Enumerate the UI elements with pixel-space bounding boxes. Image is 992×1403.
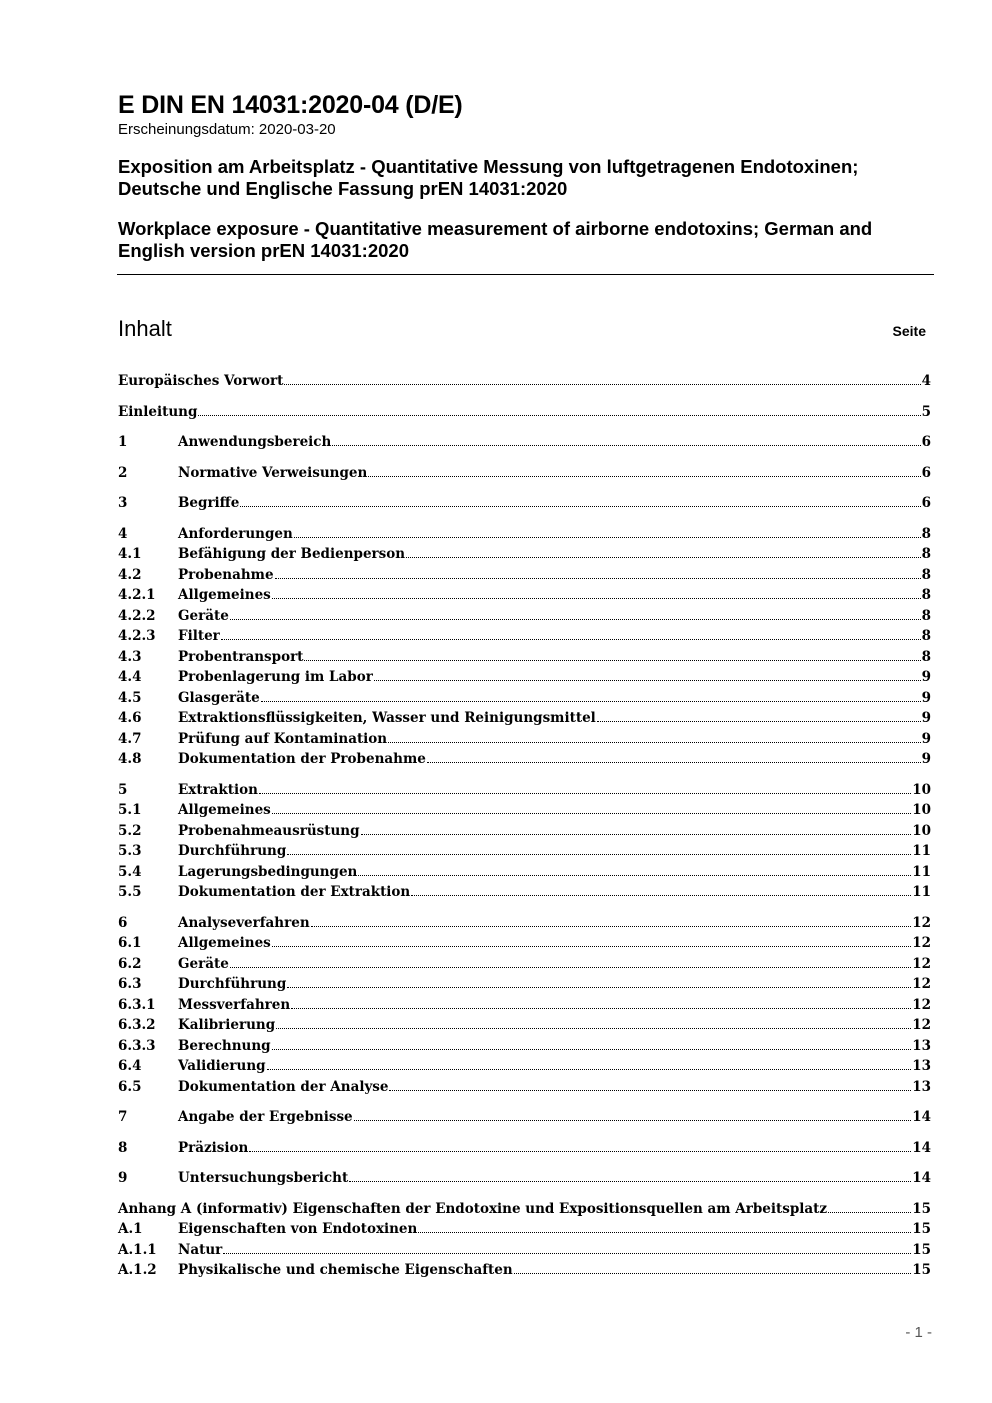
- toc-entry-number: 2: [118, 464, 128, 481]
- toc-entry-page: 10: [912, 781, 931, 798]
- toc-entry-number: 8: [118, 1139, 128, 1156]
- toc-entry-label: Dokumentation der Extraktion: [178, 884, 411, 900]
- toc-entry-number: 5.5: [118, 884, 142, 900]
- toc-entry-label: Eigenschaften von Endotoxinen: [178, 1221, 418, 1237]
- toc-entry[interactable]: [118, 1015, 931, 1036]
- toc-entry-label: Validierung: [178, 1058, 266, 1074]
- toc-leader-dots: [272, 594, 921, 599]
- toc-entry[interactable]: [118, 1168, 931, 1189]
- toc-entry-label: Befähigung der Bedienperson: [178, 546, 406, 562]
- toc-entry-label: Anhang A (informativ) Eigenschaften der Endotoxine und Expositionsquellen am Arbeitsplatz: [118, 1200, 828, 1217]
- toc-entry[interactable]: [118, 1138, 931, 1159]
- toc-entry-number: A.1: [118, 1221, 143, 1237]
- toc-leader-dots: [514, 1269, 912, 1274]
- document-header: [118, 90, 934, 262]
- toc-entry[interactable]: [118, 841, 931, 862]
- toc-entry[interactable]: [118, 933, 931, 954]
- toc-entry[interactable]: [118, 585, 931, 606]
- toc-entry[interactable]: [118, 493, 931, 514]
- toc-entry-number: A.1.1: [118, 1241, 157, 1258]
- toc-entry-label: Filter: [178, 628, 220, 644]
- toc-entry-label: Dokumentation der Probenahme: [178, 751, 426, 767]
- toc-entry-page: 12: [912, 955, 931, 972]
- toc-entry[interactable]: [118, 749, 931, 770]
- toc-title: Inhalt: [118, 316, 172, 341]
- toc-entry-page: 15: [912, 1200, 931, 1217]
- toc-leader-dots: [240, 502, 920, 507]
- toc-entry-page: 8: [921, 566, 931, 583]
- toc-entry-label: Probenahme: [178, 566, 274, 583]
- toc-entry-number: 6.3.2: [118, 1017, 156, 1033]
- toc-entry-label: Angabe der Ergebnisse: [178, 1109, 353, 1125]
- toc-entry-page: 8: [921, 648, 931, 665]
- toc-entry-page: 9: [921, 751, 931, 767]
- toc-leader-dots: [406, 553, 921, 558]
- toc-entry-number: 4.2.1: [118, 587, 156, 603]
- header-divider: [117, 274, 934, 275]
- toc-leader-dots: [261, 697, 921, 702]
- toc-entry-number: 7: [118, 1109, 128, 1125]
- toc-entry[interactable]: [118, 544, 931, 565]
- toc-entry-page: 8: [921, 546, 931, 562]
- toc-leader-dots: [272, 942, 911, 947]
- toc-entry-number: 4.7: [118, 730, 142, 747]
- toc-leader-dots: [828, 1208, 911, 1213]
- toc-entry-page: 13: [912, 1058, 931, 1074]
- toc-entry-page: 6: [921, 495, 931, 511]
- toc-leader-dots: [287, 983, 911, 988]
- toc-entry-number: 5.3: [118, 843, 142, 859]
- toc-leader-dots: [275, 574, 921, 579]
- toc-entry[interactable]: [118, 1199, 931, 1220]
- toc-entry-number: 5.4: [118, 863, 142, 880]
- toc-entry[interactable]: [118, 708, 931, 729]
- toc-entry-label: Allgemeines: [178, 802, 271, 818]
- toc-entry-page: 9: [921, 730, 931, 747]
- toc-entry[interactable]: [118, 1240, 931, 1261]
- toc-entry-label: Durchführung: [178, 843, 287, 859]
- toc-leader-dots: [259, 789, 911, 794]
- toc-entry-page: 6: [921, 434, 931, 450]
- toc-entry[interactable]: [118, 882, 931, 903]
- toc-leader-dots: [223, 1249, 911, 1254]
- toc-leader-dots: [304, 656, 920, 661]
- toc-entry-number: 4.8: [118, 751, 142, 767]
- toc-entry[interactable]: [118, 626, 931, 647]
- toc-entry-label: Allgemeines: [178, 587, 271, 603]
- toc-entry-number: 6: [118, 914, 128, 931]
- toc-entry-label: Einleitung: [118, 403, 198, 420]
- toc-entry-page: 6: [921, 464, 931, 481]
- toc-entry[interactable]: [118, 1107, 931, 1128]
- toc-entry-number: 5.2: [118, 822, 142, 839]
- toc-entry-number: 4: [118, 525, 128, 542]
- toc-entry-number: 4.1: [118, 546, 142, 562]
- toc-leader-dots: [349, 1177, 911, 1182]
- toc-entry-number: 6.2: [118, 955, 142, 972]
- toc-leader-dots: [427, 758, 921, 763]
- toc-entry-label: Lagerungsbedingungen: [178, 863, 358, 880]
- toc-entry-number: 5: [118, 781, 128, 798]
- toc-entry[interactable]: [118, 913, 931, 934]
- toc-entry-label: Probenlagerung im Labor: [178, 669, 373, 685]
- toc-entry-label: Geräte: [178, 955, 229, 972]
- toc-leader-dots: [230, 963, 911, 968]
- title-german: Exposition am Arbeitsplatz - Quantitative Messung von luftgetragenen Endotoxinen; Deutsche und Englische Fassung prEN 14031:2020: [118, 156, 859, 199]
- toc-entry-page: 8: [921, 587, 931, 603]
- document-id: E DIN EN 14031:2020-04 (D/E): [118, 91, 463, 119]
- toc-entry-page: 8: [921, 525, 931, 542]
- toc-entry[interactable]: [118, 729, 931, 750]
- toc-entry-number: 4.4: [118, 669, 142, 685]
- toc-entry-label: Normative Verweisungen: [178, 464, 368, 481]
- toc-leader-dots: [284, 380, 920, 385]
- toc-leader-dots: [388, 738, 920, 743]
- toc-leader-dots: [597, 717, 921, 722]
- toc-leader-dots: [354, 1116, 912, 1121]
- table-of-contents: [118, 371, 931, 1281]
- toc-leader-dots: [230, 615, 921, 620]
- toc-entry-label: Probenahmeausrüstung: [178, 822, 360, 839]
- toc-entry-page: 11: [912, 884, 931, 900]
- toc-entry[interactable]: [118, 1056, 931, 1077]
- toc-entry-label: Berechnung: [178, 1037, 271, 1054]
- toc-entry[interactable]: [118, 995, 931, 1016]
- toc-entry-number: 9: [118, 1170, 128, 1186]
- toc-entry-label: Durchführung: [178, 976, 287, 992]
- toc-leader-dots: [272, 809, 911, 814]
- publication-date: Erscheinungsdatum: 2020-03-20: [118, 121, 336, 138]
- toc-entry-page: 12: [912, 935, 931, 951]
- toc-entry[interactable]: [118, 974, 931, 995]
- toc-leader-dots: [272, 1045, 912, 1050]
- toc-entry-number: 6.3.3: [118, 1037, 156, 1054]
- toc-entry-label: Probentransport: [178, 648, 304, 665]
- toc-leader-dots: [389, 1086, 911, 1091]
- toc-entry-number: 3: [118, 495, 128, 511]
- toc-entry[interactable]: [118, 606, 931, 627]
- toc-entry-page: 11: [912, 863, 931, 880]
- toc-entry-label: Untersuchungsbericht: [178, 1170, 349, 1186]
- toc-entry-label: Geräte: [178, 607, 229, 624]
- toc-entry-label: Europäisches Vorwort: [118, 373, 284, 389]
- toc-entry-label: Extraktionsflüssigkeiten, Wasser und Reinigungsmittel: [178, 710, 596, 726]
- toc-entry-label: Prüfung auf Kontamination: [178, 730, 388, 747]
- toc-entry[interactable]: [118, 954, 931, 975]
- title-english: Workplace exposure - Quantitative measurement of airborne endotoxins; German and English version prEN 14031:2020: [118, 218, 873, 261]
- toc-leader-dots: [221, 635, 921, 640]
- toc-entry-number: 6.5: [118, 1078, 142, 1095]
- toc-leader-dots: [287, 850, 911, 855]
- toc-entry[interactable]: [118, 1036, 931, 1057]
- toc-entry[interactable]: [118, 821, 931, 842]
- toc-leader-dots: [418, 1228, 911, 1233]
- toc-entry-page: 5: [921, 403, 931, 420]
- toc-entry-page: 14: [912, 1109, 931, 1125]
- toc-leader-dots: [374, 676, 921, 681]
- toc-entry-number: A.1.2: [118, 1262, 157, 1278]
- toc-leader-dots: [332, 441, 920, 446]
- toc-leader-dots: [294, 533, 921, 538]
- toc-page-column-header: Seite: [892, 323, 926, 339]
- toc-entry-page: 9: [921, 669, 931, 685]
- toc-entry-number: 4.6: [118, 710, 142, 726]
- toc-entry-number: 1: [118, 434, 128, 450]
- toc-leader-dots: [249, 1147, 911, 1152]
- toc-entry-label: Extraktion: [178, 781, 258, 798]
- toc-entry-number: 4.3: [118, 648, 142, 665]
- toc-entry-number: 5.1: [118, 802, 142, 818]
- toc-entry-number: 6.1: [118, 935, 142, 951]
- toc-entry-page: 4: [921, 373, 931, 389]
- toc-entry[interactable]: [118, 1219, 931, 1240]
- toc-entry-number: 6.3: [118, 976, 142, 992]
- toc-entry-label: Kalibrierung: [178, 1017, 276, 1033]
- toc-entry[interactable]: [118, 402, 931, 423]
- toc-entry-number: 4.2.2: [118, 607, 156, 624]
- page-number: - 1 -: [905, 1324, 932, 1341]
- toc-entry-number: 6.4: [118, 1058, 142, 1074]
- toc-leader-dots: [411, 891, 911, 896]
- toc-entry-label: Glasgeräte: [178, 689, 260, 706]
- toc-entry-page: 12: [912, 976, 931, 992]
- toc-entry-label: Anforderungen: [178, 525, 293, 542]
- toc-entry[interactable]: [118, 1077, 931, 1098]
- toc-entry-label: Präzision: [178, 1139, 249, 1156]
- toc-entry-page: 15: [912, 1241, 931, 1258]
- toc-entry-number: 4.2.3: [118, 628, 156, 644]
- toc-leader-dots: [311, 922, 912, 927]
- toc-entry-page: 11: [912, 843, 931, 859]
- toc-entry-page: 9: [921, 689, 931, 706]
- toc-entry-label: Physikalische und chemische Eigenschaften: [178, 1262, 513, 1278]
- toc-entry-label: Analyseverfahren: [178, 914, 310, 931]
- toc-entry-page: 12: [912, 996, 931, 1013]
- toc-leader-dots: [368, 472, 920, 477]
- toc-entry[interactable]: [118, 463, 931, 484]
- toc-entry-page: 12: [912, 1017, 931, 1033]
- toc-entry-label: Messverfahren: [178, 996, 291, 1013]
- toc-entry[interactable]: [118, 667, 931, 688]
- toc-entry-label: Anwendungsbereich: [178, 434, 332, 450]
- toc-entry-page: 15: [912, 1221, 931, 1237]
- toc-entry[interactable]: [118, 647, 931, 668]
- toc-entry[interactable]: [118, 688, 931, 709]
- toc-entry[interactable]: [118, 1260, 931, 1281]
- toc-entry-label: Dokumentation der Analyse: [178, 1078, 389, 1095]
- toc-entry-page: 14: [912, 1139, 931, 1156]
- toc-entry-page: 8: [921, 607, 931, 624]
- toc-entry-page: 9: [921, 710, 931, 726]
- toc-entry[interactable]: [118, 565, 931, 586]
- toc-leader-dots: [198, 411, 920, 416]
- toc-entry-page: 13: [912, 1078, 931, 1095]
- toc-leader-dots: [291, 1004, 911, 1009]
- toc-entry[interactable]: [118, 371, 931, 392]
- toc-entry[interactable]: [118, 524, 931, 545]
- toc-entry-label: Begriffe: [178, 495, 240, 511]
- toc-entry-page: 8: [921, 628, 931, 644]
- toc-entry-page: 12: [912, 914, 931, 931]
- toc-heading: [118, 314, 926, 344]
- toc-leader-dots: [358, 871, 911, 876]
- toc-entry-number: 6.3.1: [118, 996, 156, 1013]
- toc-entry-page: 14: [912, 1170, 931, 1186]
- toc-entry-page: 15: [912, 1262, 931, 1278]
- toc-entry[interactable]: [118, 800, 931, 821]
- toc-leader-dots: [361, 830, 912, 835]
- toc-leader-dots: [267, 1065, 912, 1070]
- toc-entry[interactable]: [118, 432, 931, 453]
- toc-leader-dots: [276, 1024, 911, 1029]
- toc-entry-page: 10: [912, 802, 931, 818]
- toc-entry-number: 4.2: [118, 566, 142, 583]
- toc-entry-page: 10: [912, 822, 931, 839]
- toc-entry-label: Natur: [178, 1241, 223, 1258]
- toc-entry-page: 13: [912, 1037, 931, 1054]
- toc-entry-number: 4.5: [118, 689, 142, 706]
- toc-entry[interactable]: [118, 780, 931, 801]
- toc-entry-label: Allgemeines: [178, 935, 271, 951]
- toc-entry[interactable]: [118, 862, 931, 883]
